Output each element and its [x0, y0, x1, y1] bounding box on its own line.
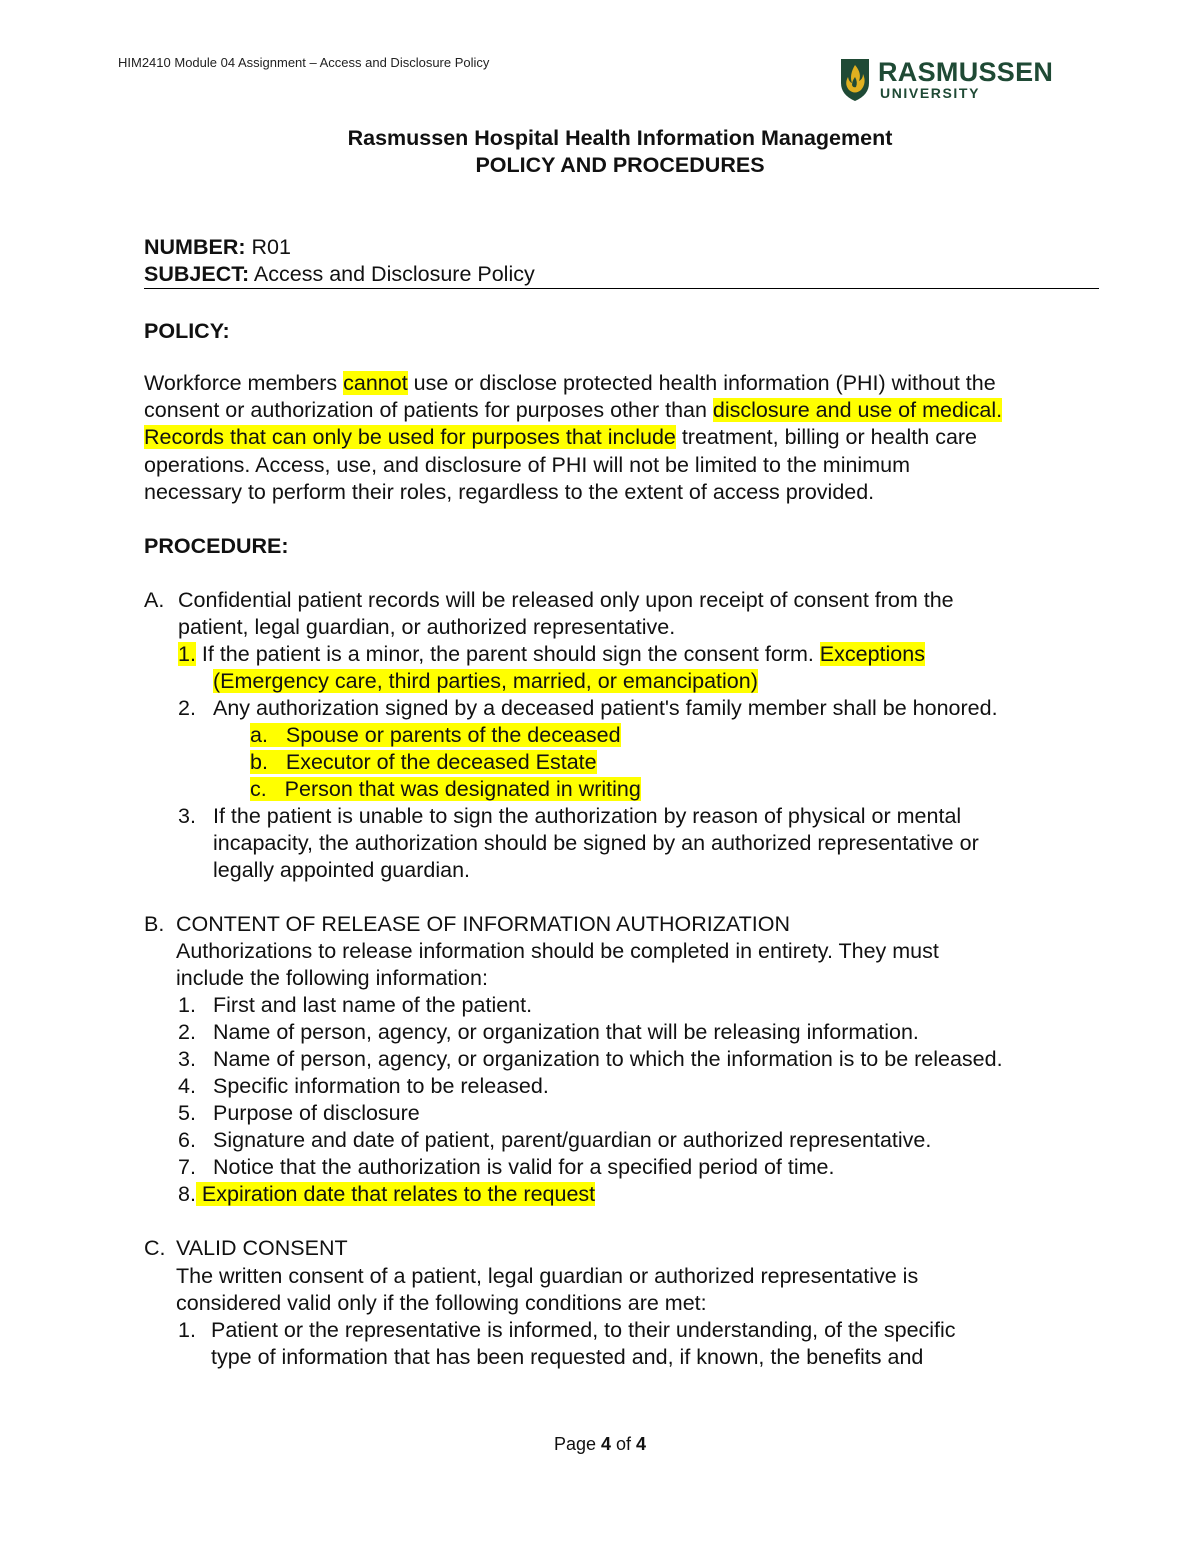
- section-a-line-1: Confidential patient records will be released only upon receipt of consent from the: [178, 588, 954, 612]
- policy-line-1: Workforce members cannot use or disclose protected health information (PHI) without the: [144, 371, 996, 395]
- logo-name: RASMUSSEN: [878, 57, 1054, 87]
- section-b-intro-2: include the following information:: [176, 966, 488, 990]
- section-b-item-num: 4.: [178, 1074, 196, 1098]
- sub-item-c: [250, 776, 641, 803]
- section-c-letter: C.: [144, 1236, 166, 1260]
- policy-line-4: operations. Access, use, and disclosure of PHI will not be limited to the minimum: [144, 453, 910, 477]
- policy-subject: [144, 261, 535, 288]
- running-header: HIM2410 Module 04 Assignment – Access and Disclosure Policy: [118, 55, 490, 70]
- section-c-item-1-num: 1.: [178, 1318, 196, 1342]
- highlight: a. Spouse or parents of the deceased: [250, 723, 621, 747]
- section-a-item-2-num: 2.: [178, 696, 196, 720]
- section-a-item-1-cont: [213, 668, 758, 695]
- section-a-item-1: 1. If the patient is a minor, the parent should sign the consent form. Exceptions: [178, 642, 925, 666]
- section-b-item-num: 1.: [178, 993, 196, 1017]
- section-b-item: First and last name of the patient.: [213, 993, 533, 1017]
- section-b-item-8: 8. Expiration date that relates to the request: [178, 1182, 596, 1206]
- highlight: c. Person that was designated in writing: [250, 777, 641, 801]
- section-b-item-num: 7.: [178, 1155, 196, 1179]
- section-c-intro-1: The written consent of a patient, legal guardian or authorized representative is: [176, 1264, 919, 1288]
- policy-line-2: consent or authorization of patients for purposes other than disclosure and use of medical.: [144, 398, 1003, 422]
- highlight: disclosure and use of medical.: [712, 398, 1003, 422]
- highlight: 1.: [178, 642, 196, 666]
- page-number: Page 4 of 4: [553, 1434, 647, 1454]
- highlight: Records that can only be used for purposes that include: [144, 425, 676, 449]
- flame-shield-icon: [838, 57, 872, 103]
- highlight: Exceptions: [819, 642, 925, 666]
- section-c-item-1-line-2: type of information that has been requested and, if known, the benefits and: [211, 1345, 924, 1369]
- highlight: b. Executor of the deceased Estate: [250, 750, 597, 774]
- university-logo: [838, 55, 1053, 105]
- section-c-item-1-line-1: Patient or the representative is informed, to their understanding, of the specific: [211, 1318, 956, 1342]
- section-a-item-3-line-3: legally appointed guardian.: [213, 858, 471, 882]
- number-label: NUMBER:: [144, 235, 246, 259]
- sub-item-b: [250, 749, 597, 776]
- section-a-item-3-num: 3.: [178, 804, 196, 828]
- policy-heading: POLICY:: [144, 319, 230, 343]
- section-b-item: Signature and date of patient, parent/guardian or authorized representative.: [213, 1128, 932, 1152]
- section-b-letter: B.: [144, 912, 165, 936]
- section-a-item-3-line-2: incapacity, the authorization should be signed by an authorized representative or: [213, 831, 979, 855]
- policy-line-3: Records that can only be used for purposes that include treatment, billing or health care: [144, 425, 978, 449]
- section-b-item-num: 6.: [178, 1128, 196, 1152]
- highlight: cannot: [343, 371, 408, 395]
- subject-label: SUBJECT:: [144, 262, 250, 286]
- number-value: R01: [245, 235, 291, 259]
- document-subtitle: POLICY AND PROCEDURES: [475, 153, 765, 177]
- document-title: Rasmussen Hospital Health Information Management: [347, 126, 893, 150]
- logo-subtitle: UNIVERSITY: [880, 85, 981, 101]
- header-divider: [144, 288, 1099, 289]
- section-b-item-num: 3.: [178, 1047, 196, 1071]
- section-a-item-3-line-1: If the patient is unable to sign the authorization by reason of physical or mental: [213, 804, 962, 828]
- procedure-heading: PROCEDURE:: [144, 534, 289, 558]
- policy-line-5: necessary to perform their roles, regardless to the extent of access provided.: [144, 480, 875, 504]
- highlight: (Emergency care, third parties, married, or emancipation): [213, 669, 758, 693]
- section-b-item: Specific information to be released.: [213, 1074, 549, 1098]
- section-a-letter: A.: [144, 588, 165, 612]
- section-b-item: Name of person, agency, or organization that will be releasing information.: [213, 1020, 919, 1044]
- section-a-line-2: patient, legal guardian, or authorized representative.: [178, 615, 676, 639]
- section-b-item-num: 5.: [178, 1101, 196, 1125]
- section-b-item-num: 2.: [178, 1020, 196, 1044]
- sub-item-a: [250, 722, 621, 749]
- section-c-intro-2: considered valid only if the following conditions are met:: [176, 1291, 707, 1315]
- section-b-item: Notice that the authorization is valid for a specified period of time.: [213, 1155, 835, 1179]
- highlight: Expiration date that relates to the request: [195, 1182, 596, 1206]
- section-b-heading: CONTENT OF RELEASE OF INFORMATION AUTHORIZATION: [176, 912, 790, 936]
- section-a-item-2: Any authorization signed by a deceased patient's family member shall be honored.: [213, 696, 998, 720]
- policy-number: [144, 234, 291, 261]
- section-b-intro-1: Authorizations to release information should be completed in entirety. They must: [176, 939, 939, 963]
- section-b-item: Purpose of disclosure: [213, 1101, 420, 1125]
- subject-value: Access and Disclosure Policy: [249, 262, 535, 286]
- section-b-item: Name of person, agency, or organization to which the information is to be released.: [213, 1047, 1003, 1071]
- section-c-heading: VALID CONSENT: [176, 1236, 348, 1260]
